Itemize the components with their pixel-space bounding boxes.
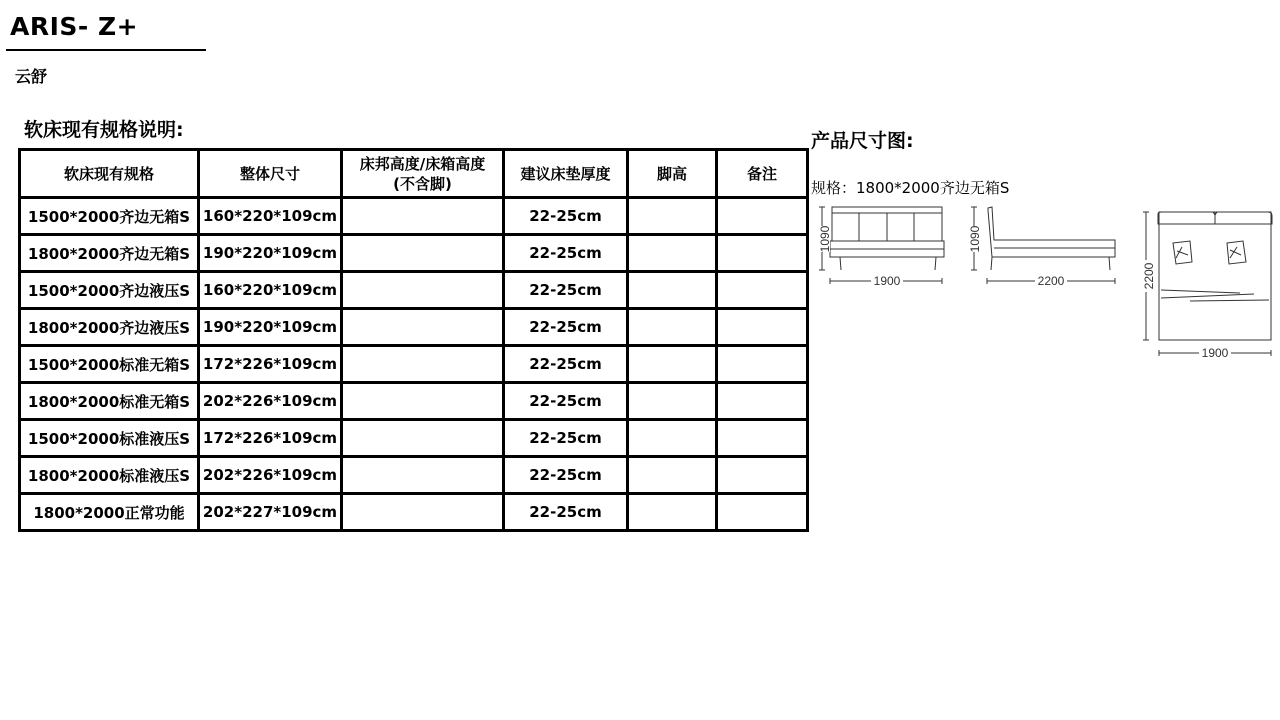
top-width-label: 1900 — [1201, 346, 1229, 360]
cell-leg-height — [628, 346, 717, 383]
front-view-drawing — [819, 207, 944, 284]
col-header-overall-size: 整体尺寸 — [199, 150, 342, 198]
cell-notes — [717, 235, 808, 272]
cell-mattress-thickness: 22-25cm — [504, 383, 628, 420]
cell-spec: 1800*2000标准无箱S — [20, 383, 199, 420]
product-title: ARIS- Z+ — [10, 12, 139, 41]
col-header-spec: 软床现有规格 — [20, 150, 199, 198]
col-header-frame-height-line2: (不含脚) — [393, 174, 452, 193]
front-width-label: 1900 — [873, 274, 901, 288]
cell-frame-height — [342, 457, 504, 494]
side-height-label: 1090 — [968, 225, 983, 253]
cell-leg-height — [628, 420, 717, 457]
cell-leg-height — [628, 457, 717, 494]
spec-table — [18, 148, 809, 532]
cell-frame-height — [342, 383, 504, 420]
cell-overall-size: 202*226*109cm — [199, 383, 342, 420]
cell-notes — [717, 198, 808, 235]
cell-notes — [717, 457, 808, 494]
cell-frame-height — [342, 272, 504, 309]
cell-overall-size: 190*220*109cm — [199, 309, 342, 346]
table-row — [20, 309, 808, 346]
cell-frame-height — [342, 420, 504, 457]
cell-spec: 1800*2000齐边液压S — [20, 309, 199, 346]
cell-leg-height — [628, 309, 717, 346]
cell-mattress-thickness: 22-25cm — [504, 457, 628, 494]
cell-overall-size: 190*220*109cm — [199, 235, 342, 272]
cell-mattress-thickness: 22-25cm — [504, 420, 628, 457]
cell-overall-size: 202*226*109cm — [199, 457, 342, 494]
cell-mattress-thickness: 22-25cm — [504, 346, 628, 383]
cell-spec: 1800*2000齐边无箱S — [20, 235, 199, 272]
col-header-leg-height: 脚高 — [628, 150, 717, 198]
spec-table-body — [20, 198, 808, 531]
spec-section-title: 软床现有规格说明: — [24, 119, 184, 141]
cell-overall-size: 172*226*109cm — [199, 420, 342, 457]
col-header-notes: 备注 — [717, 150, 808, 198]
spec-table-header-row — [20, 150, 808, 198]
table-row — [20, 198, 808, 235]
table-row — [20, 235, 808, 272]
front-height-label: 1090 — [818, 225, 833, 253]
top-height-label: 2200 — [1142, 262, 1157, 290]
cell-spec: 1500*2000标准液压S — [20, 420, 199, 457]
cell-mattress-thickness: 22-25cm — [504, 198, 628, 235]
cell-spec: 1800*2000标准液压S — [20, 457, 199, 494]
cell-mattress-thickness: 22-25cm — [504, 272, 628, 309]
side-width-label: 2200 — [1037, 274, 1065, 288]
cell-notes — [717, 346, 808, 383]
table-row — [20, 420, 808, 457]
cell-leg-height — [628, 494, 717, 531]
cell-overall-size: 160*220*109cm — [199, 272, 342, 309]
product-subtitle: 云舒 — [15, 67, 48, 86]
col-header-mattress-thickness: 建议床垫厚度 — [504, 150, 628, 198]
cell-overall-size: 202*227*109cm — [199, 494, 342, 531]
cell-leg-height — [628, 198, 717, 235]
cell-leg-height — [628, 383, 717, 420]
cell-mattress-thickness: 22-25cm — [504, 494, 628, 531]
table-row — [20, 383, 808, 420]
col-header-frame-height-line1: 床邦高度/床箱高度 — [359, 154, 486, 173]
cell-spec: 1500*2000齐边液压S — [20, 272, 199, 309]
cell-notes — [717, 272, 808, 309]
cell-spec: 1500*2000齐边无箱S — [20, 198, 199, 235]
dimension-section-title: 产品尺寸图: — [811, 130, 914, 152]
cell-frame-height — [342, 198, 504, 235]
drawing-spec-label: 规格：1800*2000齐边无箱S — [811, 179, 1010, 197]
cell-notes — [717, 383, 808, 420]
cell-mattress-thickness: 22-25cm — [504, 235, 628, 272]
cell-spec: 1500*2000标准无箱S — [20, 346, 199, 383]
cell-overall-size: 172*226*109cm — [199, 346, 342, 383]
table-row — [20, 457, 808, 494]
table-row — [20, 346, 808, 383]
dimension-drawings — [810, 200, 1280, 370]
cell-frame-height — [342, 309, 504, 346]
side-view-drawing — [971, 207, 1115, 284]
cell-frame-height — [342, 235, 504, 272]
cell-spec: 1800*2000正常功能 — [20, 494, 199, 531]
cell-overall-size: 160*220*109cm — [199, 198, 342, 235]
cell-notes — [717, 309, 808, 346]
top-view-drawing — [1143, 212, 1272, 356]
col-header-frame-height — [342, 150, 504, 198]
cell-leg-height — [628, 272, 717, 309]
title-underline — [6, 49, 206, 51]
cell-frame-height — [342, 346, 504, 383]
table-row — [20, 494, 808, 531]
cell-mattress-thickness: 22-25cm — [504, 309, 628, 346]
table-row — [20, 272, 808, 309]
cell-notes — [717, 494, 808, 531]
cell-leg-height — [628, 235, 717, 272]
cell-frame-height — [342, 494, 504, 531]
cell-notes — [717, 420, 808, 457]
